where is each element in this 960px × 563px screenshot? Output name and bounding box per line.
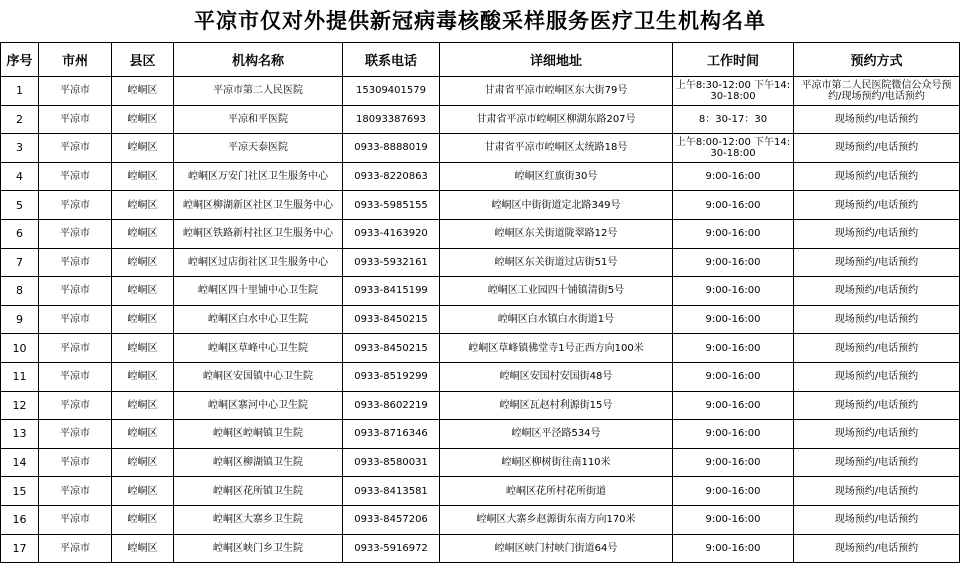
cell-work-hours: 9:00-16:00 [673, 505, 794, 534]
header-phone: 联系电话 [343, 43, 440, 77]
table-body [1, 77, 960, 563]
table-row [1, 420, 960, 449]
cell-district: 崆峒区 [112, 477, 174, 506]
cell-district: 崆峒区 [112, 277, 174, 306]
cell-booking-method: 现场预约/电话预约 [794, 534, 960, 563]
cell-city: 平凉市 [39, 248, 112, 277]
cell-work-hours: 8：30-17：30 [673, 105, 794, 134]
cell-institution-name: 崆峒区铁路新村社区卫生服务中心 [174, 219, 343, 248]
cell-index: 7 [1, 248, 39, 277]
cell-district: 崆峒区 [112, 305, 174, 334]
cell-city: 平凉市 [39, 191, 112, 220]
cell-institution-name: 崆峒区万安门社区卫生服务中心 [174, 162, 343, 191]
cell-district: 崆峒区 [112, 505, 174, 534]
cell-booking-method: 现场预约/电话预约 [794, 362, 960, 391]
cell-district: 崆峒区 [112, 334, 174, 363]
cell-phone: 0933-8220863 [343, 162, 440, 191]
cell-booking-method: 现场预约/电话预约 [794, 505, 960, 534]
cell-address: 崆峒区平泾路534号 [440, 420, 673, 449]
table-row [1, 448, 960, 477]
cell-phone: 18093387693 [343, 105, 440, 134]
header-institution-name: 机构名称 [174, 43, 343, 77]
cell-index: 4 [1, 162, 39, 191]
cell-city: 平凉市 [39, 505, 112, 534]
cell-work-hours: 9:00-16:00 [673, 219, 794, 248]
cell-phone: 0933-8413581 [343, 477, 440, 506]
cell-booking-method: 平凉市第二人民医院微信公众号预约/现场预约/电话预约 [794, 77, 960, 106]
cell-institution-name: 崆峒区草峰中心卫生院 [174, 334, 343, 363]
cell-index: 15 [1, 477, 39, 506]
cell-address: 崆峒区大寨乡赵源街东南方向170米 [440, 505, 673, 534]
cell-district: 崆峒区 [112, 248, 174, 277]
cell-city: 平凉市 [39, 477, 112, 506]
cell-phone: 0933-8888019 [343, 134, 440, 163]
cell-booking-method: 现场预约/电话预约 [794, 105, 960, 134]
cell-address: 甘肃省平凉市崆峒区东大街79号 [440, 77, 673, 106]
cell-address: 崆峒区白水镇白水街道1号 [440, 305, 673, 334]
cell-index: 11 [1, 362, 39, 391]
cell-phone: 0933-5985155 [343, 191, 440, 220]
cell-index: 12 [1, 391, 39, 420]
table-row [1, 134, 960, 163]
cell-index: 14 [1, 448, 39, 477]
cell-city: 平凉市 [39, 219, 112, 248]
cell-phone: 0933-8457206 [343, 505, 440, 534]
table-row [1, 219, 960, 248]
cell-work-hours: 9:00-16:00 [673, 334, 794, 363]
cell-district: 崆峒区 [112, 77, 174, 106]
cell-city: 平凉市 [39, 334, 112, 363]
cell-phone: 0933-4163920 [343, 219, 440, 248]
cell-address: 崆峒区柳树街往南110米 [440, 448, 673, 477]
cell-address: 崆峒区中街街道定北路349号 [440, 191, 673, 220]
cell-phone: 0933-8716346 [343, 420, 440, 449]
cell-institution-name: 崆峒区四十里铺中心卫生院 [174, 277, 343, 306]
cell-work-hours: 9:00-16:00 [673, 534, 794, 563]
cell-booking-method: 现场预约/电话预约 [794, 334, 960, 363]
cell-address: 崆峒区工业园四十铺镇清街5号 [440, 277, 673, 306]
cell-institution-name: 崆峒区寨河中心卫生院 [174, 391, 343, 420]
table-row [1, 248, 960, 277]
table-row [1, 391, 960, 420]
cell-phone: 0933-8602219 [343, 391, 440, 420]
cell-district: 崆峒区 [112, 448, 174, 477]
cell-district: 崆峒区 [112, 362, 174, 391]
cell-city: 平凉市 [39, 105, 112, 134]
header-booking-method: 预约方式 [794, 43, 960, 77]
cell-city: 平凉市 [39, 534, 112, 563]
cell-institution-name: 崆峒区柳湖新区社区卫生服务中心 [174, 191, 343, 220]
cell-work-hours: 9:00-16:00 [673, 391, 794, 420]
cell-phone: 0933-8450215 [343, 334, 440, 363]
cell-address: 崆峒区瓦赵村利源街15号 [440, 391, 673, 420]
cell-work-hours: 9:00-16:00 [673, 162, 794, 191]
cell-city: 平凉市 [39, 391, 112, 420]
cell-district: 崆峒区 [112, 134, 174, 163]
cell-address: 崆峒区花所村花所街道 [440, 477, 673, 506]
cell-booking-method: 现场预约/电话预约 [794, 219, 960, 248]
table-row [1, 77, 960, 106]
table-row [1, 362, 960, 391]
table-header-row [1, 43, 960, 77]
cell-city: 平凉市 [39, 134, 112, 163]
cell-address: 崆峒区红旗街30号 [440, 162, 673, 191]
cell-district: 崆峒区 [112, 105, 174, 134]
cell-district: 崆峒区 [112, 534, 174, 563]
page-title: 平凉市仅对外提供新冠病毒核酸采样服务医疗卫生机构名单 [194, 8, 766, 33]
cell-booking-method: 现场预约/电话预约 [794, 191, 960, 220]
cell-phone: 0933-8415199 [343, 277, 440, 306]
cell-address: 崆峒区东关街道过店街51号 [440, 248, 673, 277]
header-index: 序号 [1, 43, 39, 77]
cell-phone: 0933-5932161 [343, 248, 440, 277]
cell-institution-name: 崆峒区柳湖镇卫生院 [174, 448, 343, 477]
cell-work-hours: 9:00-16:00 [673, 305, 794, 334]
cell-booking-method: 现场预约/电话预约 [794, 305, 960, 334]
cell-work-hours: 9:00-16:00 [673, 277, 794, 306]
cell-phone: 0933-8580031 [343, 448, 440, 477]
cell-institution-name: 崆峒区大寨乡卫生院 [174, 505, 343, 534]
cell-work-hours: 9:00-16:00 [673, 248, 794, 277]
cell-index: 8 [1, 277, 39, 306]
cell-booking-method: 现场预约/电话预约 [794, 134, 960, 163]
cell-city: 平凉市 [39, 77, 112, 106]
cell-index: 6 [1, 219, 39, 248]
header-district: 县区 [112, 43, 174, 77]
table-row [1, 305, 960, 334]
header-city: 市州 [39, 43, 112, 77]
header-work-hours: 工作时间 [673, 43, 794, 77]
cell-booking-method: 现场预约/电话预约 [794, 391, 960, 420]
cell-city: 平凉市 [39, 305, 112, 334]
cell-index: 2 [1, 105, 39, 134]
cell-institution-name: 平凉和平医院 [174, 105, 343, 134]
cell-institution-name: 平凉市第二人民医院 [174, 77, 343, 106]
table-row [1, 191, 960, 220]
cell-address: 崆峒区峡门村峡门街道64号 [440, 534, 673, 563]
cell-index: 13 [1, 420, 39, 449]
cell-index: 5 [1, 191, 39, 220]
cell-city: 平凉市 [39, 162, 112, 191]
table-row [1, 105, 960, 134]
cell-index: 17 [1, 534, 39, 563]
cell-phone: 15309401579 [343, 77, 440, 106]
cell-district: 崆峒区 [112, 191, 174, 220]
cell-city: 平凉市 [39, 277, 112, 306]
table-row [1, 505, 960, 534]
cell-city: 平凉市 [39, 420, 112, 449]
cell-institution-name: 崆峒区花所镇卫生院 [174, 477, 343, 506]
header-address: 详细地址 [440, 43, 673, 77]
cell-address: 崆峒区东关街道陇翠路12号 [440, 219, 673, 248]
cell-index: 10 [1, 334, 39, 363]
cell-city: 平凉市 [39, 362, 112, 391]
cell-address: 甘肃省平凉市崆峒区太统路18号 [440, 134, 673, 163]
cell-work-hours: 9:00-16:00 [673, 420, 794, 449]
cell-district: 崆峒区 [112, 420, 174, 449]
cell-phone: 0933-8519299 [343, 362, 440, 391]
cell-booking-method: 现场预约/电话预约 [794, 448, 960, 477]
cell-index: 16 [1, 505, 39, 534]
table-row [1, 277, 960, 306]
cell-work-hours: 9:00-16:00 [673, 362, 794, 391]
cell-phone: 0933-8450215 [343, 305, 440, 334]
cell-work-hours: 9:00-16:00 [673, 448, 794, 477]
cell-address: 甘肃省平凉市崆峒区柳湖东路207号 [440, 105, 673, 134]
cell-district: 崆峒区 [112, 391, 174, 420]
cell-institution-name: 崆峒区白水中心卫生院 [174, 305, 343, 334]
cell-institution-name: 崆峒区峡门乡卫生院 [174, 534, 343, 563]
cell-institution-name: 崆峒区安国镇中心卫生院 [174, 362, 343, 391]
table-row [1, 534, 960, 563]
table-row [1, 334, 960, 363]
cell-work-hours: 上午8:00-12:00 下午14:30-18:00 [673, 134, 794, 163]
cell-institution-name: 平凉天泰医院 [174, 134, 343, 163]
cell-phone: 0933-5916972 [343, 534, 440, 563]
cell-index: 1 [1, 77, 39, 106]
cell-district: 崆峒区 [112, 162, 174, 191]
cell-booking-method: 现场预约/电话预约 [794, 248, 960, 277]
cell-booking-method: 现场预约/电话预约 [794, 420, 960, 449]
cell-booking-method: 现场预约/电话预约 [794, 277, 960, 306]
institution-table [0, 42, 960, 563]
cell-city: 平凉市 [39, 448, 112, 477]
cell-institution-name: 崆峒区崆峒镇卫生院 [174, 420, 343, 449]
cell-work-hours: 9:00-16:00 [673, 191, 794, 220]
cell-work-hours: 9:00-16:00 [673, 477, 794, 506]
cell-index: 3 [1, 134, 39, 163]
cell-institution-name: 崆峒区过店街社区卫生服务中心 [174, 248, 343, 277]
cell-booking-method: 现场预约/电话预约 [794, 162, 960, 191]
cell-address: 崆峒区安国村安国街48号 [440, 362, 673, 391]
cell-booking-method: 现场预约/电话预约 [794, 477, 960, 506]
cell-address: 崆峒区草峰镇佛堂寺1号正西方向100米 [440, 334, 673, 363]
table-row [1, 162, 960, 191]
table-row [1, 477, 960, 506]
cell-index: 9 [1, 305, 39, 334]
cell-district: 崆峒区 [112, 219, 174, 248]
cell-work-hours: 上午8:30-12:00 下午14:30-18:00 [673, 77, 794, 106]
